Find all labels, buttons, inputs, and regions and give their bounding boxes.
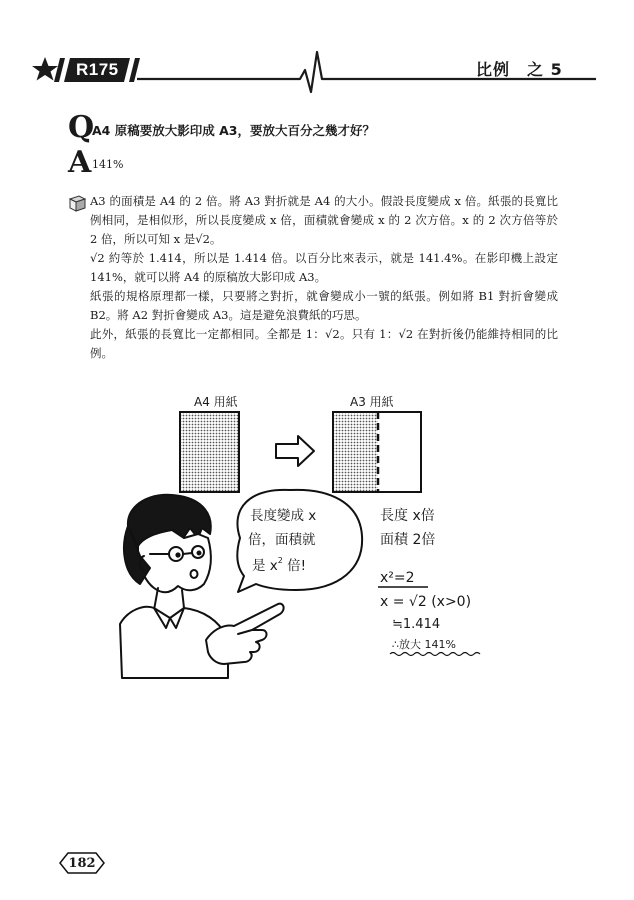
section-code: R175 xyxy=(75,60,119,79)
explanation-paragraph: 紙張的規格原理都一樣，只要將之對折，就會變成小一號的紙張。例如將 B1 對折會變成 B2。將 A2 對折會變成 A3。這是避免浪費紙的巧思。 xyxy=(90,289,558,322)
math-line-1: x²=2 xyxy=(380,570,415,586)
explanation-paragraph: A3 的面積是 A4 的 2 倍。將 A3 對折就是 A4 的大小。假設長度變成 x 倍。紙張的長寬比例相同，是相似形，所以長度變成 x 倍，面積就會變成 x 的 2 次方倍。x 的 2 次方倍等於 2 倍，所以可知 x 是√2。 xyxy=(90,194,558,246)
arrow-right-icon xyxy=(276,436,314,466)
speech-line-1: 長度變成 x xyxy=(250,508,317,524)
answer-letter: A xyxy=(68,145,92,180)
question-text: A4 原稿要放大影印成 A3，要放大百分之幾才好？ xyxy=(92,123,375,138)
slash-decor-left xyxy=(54,58,65,82)
question-letter: Q xyxy=(68,110,95,145)
speech-line-3-a: 是 x xyxy=(252,558,278,574)
answer-text: 141% xyxy=(92,158,124,171)
cube-icon xyxy=(67,193,87,213)
math-line-3: ≒1.414 xyxy=(392,617,441,632)
a4-sheet xyxy=(180,412,239,492)
math-line-2: x = √2 (x>0) xyxy=(380,594,472,610)
label-a3-paper: A3 用紙 xyxy=(350,395,394,409)
explanation-body xyxy=(90,192,558,363)
page-number-badge xyxy=(58,852,106,874)
math-line-4: ∴放大 141% xyxy=(392,638,456,651)
section-code-badge xyxy=(64,58,130,82)
label-a4-paper: A4 用紙 xyxy=(194,395,238,409)
chapter-title: 比例 之 5 xyxy=(476,60,563,79)
speech-line-3-sup: 2 xyxy=(277,556,283,565)
a3-sheet-half xyxy=(333,412,378,492)
illustration xyxy=(110,378,530,708)
header-rule xyxy=(32,0,596,100)
page-number: 182 xyxy=(68,855,96,871)
star-icon xyxy=(32,57,58,81)
speech-bubble xyxy=(237,490,362,592)
explanation-paragraph: √2 約等於 1.414，所以是 1.414 倍。以百分比來表示，就是 141.4%。在影印機上設定 141%，就可以將 A4 的原稿放大影印成 A3。 xyxy=(90,251,558,284)
speech-line-3-b: 倍! xyxy=(282,558,307,574)
note-length: 長度 x倍 xyxy=(380,508,435,524)
math-wavy-underline xyxy=(390,653,480,656)
note-area: 面積 2倍 xyxy=(380,532,436,548)
explanation-paragraph: 此外，紙張的長寬比一定都相同。全都是 1：√2。只有 1：√2 在對折後仍能維持相同的比例。 xyxy=(90,327,558,360)
speech-line-2: 倍，面積就 xyxy=(248,532,316,548)
